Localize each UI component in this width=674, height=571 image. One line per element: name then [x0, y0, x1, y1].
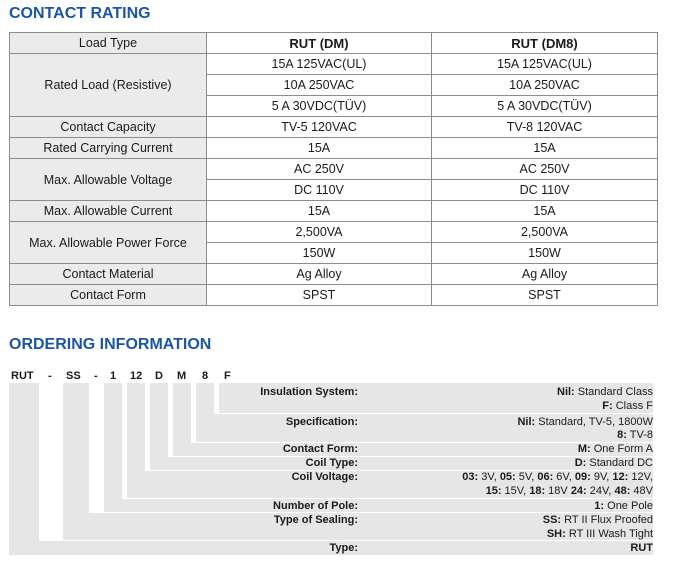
code-spec: 8 [202, 370, 209, 382]
connector-ss [63, 383, 89, 540]
table-cell: AC 250V [432, 159, 658, 180]
table-cell: 150W [432, 243, 658, 264]
specification-option-nil: Nil: Standard, TV-5, 1800W [517, 416, 653, 428]
coil-voltage-label: Coil Voltage: [291, 471, 358, 483]
table-cell: 15A 125VAC(UL) [207, 54, 432, 75]
connector-d [150, 383, 168, 470]
number-of-pole-label: Number of Pole: [273, 500, 358, 512]
connector-rut [9, 383, 39, 555]
contact-rating-title: CONTACT RATING [9, 5, 151, 22]
table-cell: DC 110V [432, 180, 658, 201]
max-power-label: Max. Allowable Power Force [10, 222, 207, 264]
table-cell: Ag Alloy [432, 264, 658, 285]
connector-f [219, 383, 237, 413]
max-current-label: Max. Allowable Current [10, 201, 207, 222]
table-cell: 10A 250VAC [432, 75, 658, 96]
table-cell: 15A [207, 201, 432, 222]
specification-label: Specification: [285, 416, 358, 428]
table-cell: 2,500VA [207, 222, 432, 243]
connector-m [173, 383, 191, 456]
contact-form-order-label: Contact Form: [282, 443, 358, 455]
table-cell: 2,500VA [432, 222, 658, 243]
insulation-option-nil: Nil: Standard Class [557, 386, 653, 398]
max-voltage-label: Max. Allowable Voltage [10, 159, 207, 201]
insulation-option-f: F: Class F [602, 400, 653, 412]
coil-voltage-options-line2: 15: 15V, 18: 18V 24: 24V, 48: 48V [485, 485, 653, 497]
code-dash: - [94, 370, 98, 382]
table-cell: SPST [432, 285, 658, 306]
code-contact-form: M [177, 370, 187, 382]
code-coil-voltage: 12 [130, 370, 143, 382]
rated-carrying-current-label: Rated Carrying Current [10, 138, 207, 159]
code-pole: 1 [110, 370, 117, 382]
connector-1 [104, 383, 122, 512]
table-cell: Ag Alloy [207, 264, 432, 285]
table-cell: 5 A 30VDC(TÜV) [432, 96, 658, 117]
type-label: Type: [329, 542, 358, 554]
code-rut: RUT [11, 370, 34, 382]
row-bg-pole [104, 499, 653, 512]
contact-capacity-label: Contact Capacity [10, 117, 207, 138]
table-cell: 15A 125VAC(UL) [432, 54, 658, 75]
coil-voltage-options-line1: 03: 3V, 05: 5V, 06: 6V, 09: 9V, 12: 12V, [462, 471, 653, 483]
insulation-system-label: Insulation System: [260, 386, 358, 398]
contact-material-label: Contact Material [10, 264, 207, 285]
table-cell: TV-8 120VAC [432, 117, 658, 138]
type-value-rut: RUT [630, 542, 653, 554]
code-coil-type: D [155, 370, 163, 382]
contact-form-option-m: M: One Form A [577, 443, 653, 455]
table-cell: AC 250V [207, 159, 432, 180]
type-of-sealing-label: Type of Sealing: [273, 514, 358, 526]
code-ss: SS [66, 370, 81, 382]
pole-option-1: 1: One Pole [594, 500, 653, 512]
table-cell: 15A [432, 201, 658, 222]
code-dash: - [48, 370, 52, 382]
coil-type-option-d: D: Standard DC [574, 457, 653, 469]
connector-12 [127, 383, 145, 498]
table-cell: TV-5 120VAC [207, 117, 432, 138]
rut-dm-header: RUT (DM) [207, 33, 432, 54]
code-insulation: F [224, 370, 231, 382]
ordering-information-title: ORDERING INFORMATION [9, 336, 212, 353]
table-cell: DC 110V [207, 180, 432, 201]
table-cell: SPST [207, 285, 432, 306]
table-cell: 15A [432, 138, 658, 159]
contact-form-label: Contact Form [10, 285, 207, 306]
table-cell: 15A [207, 138, 432, 159]
table-cell: 10A 250VAC [207, 75, 432, 96]
rut-dm8-header: RUT (DM8) [432, 33, 658, 54]
sealing-option-ss: SS: RT II Flux Proofed [542, 514, 653, 526]
load-type-header: Load Type [10, 33, 207, 54]
sealing-option-sh: SH: RT III Wash Tight [546, 528, 653, 540]
table-cell: 5 A 30VDC(TÜV) [207, 96, 432, 117]
table-cell: 150W [207, 243, 432, 264]
connector-8 [196, 383, 214, 442]
rated-load-label: Rated Load (Resistive) [10, 54, 207, 117]
specification-option-8: 8: TV-8 [617, 429, 653, 441]
coil-type-label: Coil Type: [305, 457, 358, 469]
